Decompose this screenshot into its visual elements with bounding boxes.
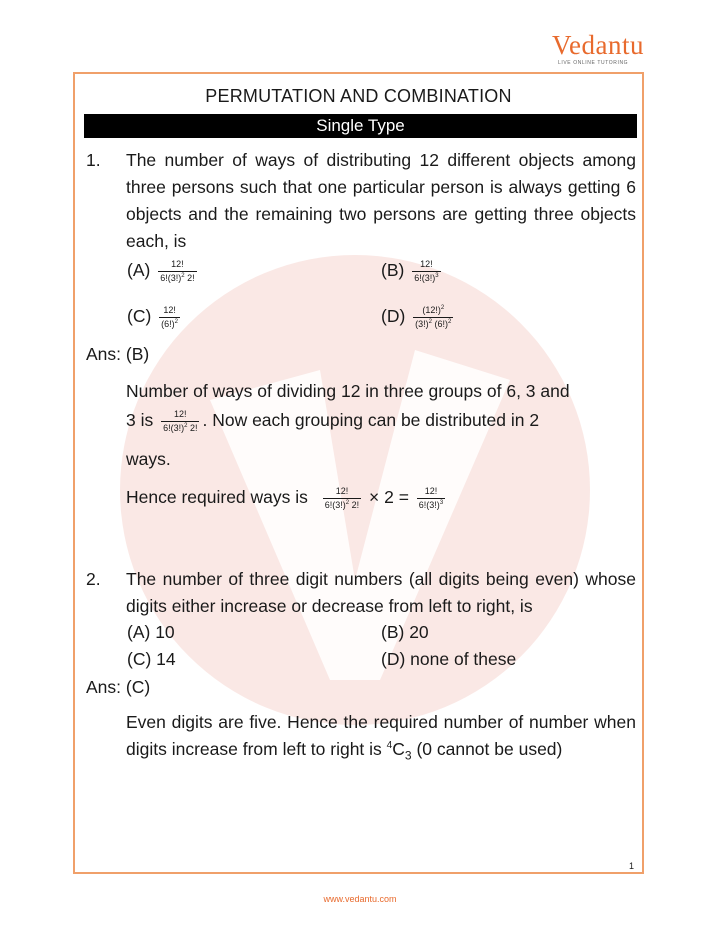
denominator bbox=[417, 498, 445, 511]
q2-option-a bbox=[127, 619, 175, 646]
numerator: 12! bbox=[163, 304, 176, 315]
option-label: (B) bbox=[381, 260, 405, 280]
den-exponent: 2 bbox=[181, 272, 185, 279]
numerator: 12! bbox=[335, 485, 349, 496]
option-label: (C) bbox=[127, 306, 152, 326]
fraction bbox=[159, 305, 180, 330]
sol-superscript: 4 bbox=[386, 740, 393, 752]
q2-option-c bbox=[127, 646, 176, 673]
den-base: 6!(3!) bbox=[418, 499, 440, 510]
sol-text-pre: 3 is bbox=[126, 410, 154, 430]
option-value: 14 bbox=[156, 649, 176, 669]
option-label: (D) bbox=[381, 306, 406, 326]
den-exponent: 3 bbox=[439, 499, 444, 506]
numerator: 12! bbox=[174, 408, 187, 419]
sol-text-pre: Hence required ways is bbox=[126, 487, 308, 507]
q1-option-b bbox=[381, 257, 444, 284]
den-tail: (6!) bbox=[432, 318, 449, 329]
q1-option-a bbox=[127, 257, 200, 284]
sol-text-mid: × 2 = bbox=[369, 487, 409, 507]
fraction bbox=[323, 486, 361, 511]
sol-c: C bbox=[392, 739, 405, 759]
option-value: none of these bbox=[410, 649, 517, 669]
q2-option-d bbox=[381, 646, 516, 673]
q2-text: The number of three digit numbers (all digits being even) whose digits either increase or decrease from left to right, is bbox=[126, 569, 636, 616]
denominator bbox=[323, 498, 361, 511]
fraction bbox=[161, 409, 199, 434]
q2-option-b bbox=[381, 619, 429, 646]
den-exponent-2: 2 bbox=[448, 318, 452, 325]
fraction bbox=[417, 486, 445, 511]
den-base: 6!(3!) bbox=[163, 422, 185, 433]
den-tail: 2! bbox=[349, 499, 360, 510]
option-label: (B) bbox=[381, 622, 405, 642]
q2-number: 2. bbox=[86, 569, 101, 589]
sol-text-pre: Even digits are five. Hence the required number of number when digits increase from left to right is bbox=[126, 712, 636, 759]
num-base: (12!) bbox=[422, 304, 441, 315]
option-label: (A) bbox=[127, 260, 151, 280]
sol-text-post: (0 cannot be used) bbox=[416, 739, 563, 759]
option-value: 20 bbox=[409, 622, 429, 642]
den-exponent: 3 bbox=[435, 272, 439, 279]
logo-tagline: LIVE ONLINE TUTORING bbox=[558, 60, 629, 66]
option-label: (A) bbox=[127, 622, 151, 642]
numerator: 12! bbox=[171, 258, 184, 269]
numerator: 12! bbox=[424, 485, 438, 496]
q1-solution-line-1: Number of ways of dividing 12 in three groups of 6, 3 and bbox=[126, 381, 570, 401]
q1-option-c bbox=[127, 303, 183, 330]
q1-text: The number of ways of distributing 12 different objects among three persons such that one particular person is always getting 6 objects and the remaining two persons are getting three objects each, is bbox=[126, 150, 636, 251]
numerator bbox=[420, 305, 446, 317]
q1-solution-line-4 bbox=[126, 484, 448, 511]
sol-subscript: 3 bbox=[404, 748, 412, 763]
fraction bbox=[413, 305, 453, 330]
vedantu-logo bbox=[552, 30, 652, 66]
q1-solution-line-3: ways. bbox=[126, 449, 171, 469]
den-exponent: 2 bbox=[174, 318, 179, 325]
den-exponent: 2 bbox=[345, 499, 350, 506]
option-value: 10 bbox=[155, 622, 175, 642]
footer-url: www.vedantu.com bbox=[323, 894, 397, 904]
option-label: (D) bbox=[381, 649, 406, 669]
q2-answer: Ans: (C) bbox=[86, 677, 151, 697]
page-number: 1 bbox=[629, 861, 635, 871]
den-exponent: 2 bbox=[428, 318, 433, 325]
denominator bbox=[159, 317, 180, 330]
q2-solution bbox=[126, 709, 636, 763]
fraction bbox=[412, 259, 440, 284]
page-title: PERMUTATION AND COMBINATION bbox=[205, 86, 512, 106]
den-base: 6!(3!) bbox=[414, 272, 436, 283]
den-tail: 2! bbox=[187, 422, 198, 433]
den-base: 6!(3!) bbox=[160, 272, 182, 283]
den-tail: 2! bbox=[184, 272, 195, 283]
q1-number: 1. bbox=[86, 150, 101, 170]
denominator bbox=[158, 271, 196, 284]
denominator bbox=[161, 421, 199, 434]
logo-wordmark: Vedantu bbox=[552, 30, 644, 60]
num-exponent: 2 bbox=[440, 304, 445, 311]
fraction bbox=[158, 259, 196, 284]
q1-answer: Ans: (B) bbox=[86, 344, 150, 364]
denominator bbox=[412, 271, 440, 284]
option-label: (C) bbox=[127, 649, 152, 669]
sol-text-post: . Now each grouping can be distributed in 2 bbox=[202, 410, 540, 430]
denominator bbox=[413, 317, 453, 330]
den-base: 6!(3!) bbox=[324, 499, 346, 510]
q1-solution-line-2 bbox=[126, 407, 539, 434]
den-exponent: 2 bbox=[184, 422, 188, 429]
den-base: (3!) bbox=[415, 318, 429, 329]
section-banner: Single Type bbox=[84, 114, 637, 138]
q1-option-d bbox=[381, 303, 456, 330]
numerator: 12! bbox=[420, 258, 433, 269]
den-base: (6!) bbox=[161, 318, 175, 329]
